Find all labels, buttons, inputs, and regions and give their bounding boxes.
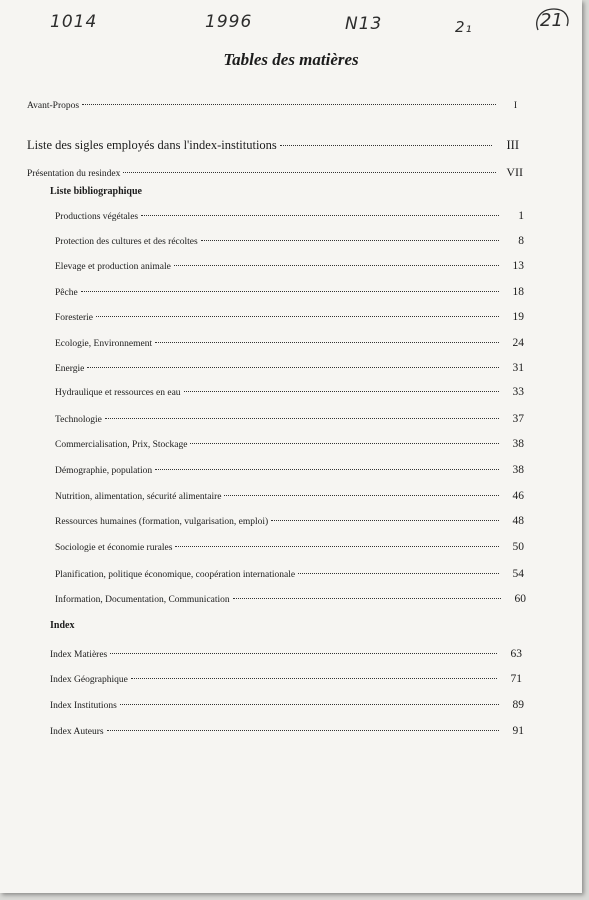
toc-entry-liste-sigles xyxy=(27,138,519,153)
toc-entry-biblio xyxy=(55,490,524,502)
toc-entry-label: Commercialisation, Prix, Stockage xyxy=(55,440,188,450)
toc-entry-label: Elevage et production animale xyxy=(55,262,171,272)
toc-entry-page: 46 xyxy=(512,490,524,502)
toc-entry-label: Index Institutions xyxy=(50,701,117,711)
toc-entry-biblio xyxy=(55,286,524,298)
toc-entry-label: Information, Documentation, Communication xyxy=(55,595,230,605)
toc-entry-index xyxy=(50,673,522,685)
toc-entry-biblio xyxy=(55,464,524,476)
handwritten-code: 1014 xyxy=(50,12,98,32)
dot-leader xyxy=(280,145,492,146)
toc-entry-label: Ressources humaines (formation, vulgarisation, emploi) xyxy=(55,517,269,527)
dot-leader xyxy=(107,730,499,731)
toc-entry-label: Pêche xyxy=(55,288,78,298)
toc-entry-biblio xyxy=(55,438,524,450)
toc-entry-biblio xyxy=(55,311,524,323)
toc-entry-biblio xyxy=(55,593,526,605)
dot-leader xyxy=(82,104,496,105)
toc-entry-page: 50 xyxy=(512,541,524,553)
toc-entry-biblio xyxy=(55,362,524,374)
toc-entry-biblio xyxy=(55,210,524,222)
toc-entry-biblio xyxy=(55,541,524,553)
toc-entry-label: Planification, politique économique, coopération internationale xyxy=(55,570,296,580)
toc-entry-label: Nutrition, alimentation, sécurité alimentaire xyxy=(55,492,222,502)
page-title: Tables des matières xyxy=(223,50,359,69)
toc-entry-label: Index Géographique xyxy=(50,675,128,685)
toc-entry-biblio xyxy=(55,386,524,398)
toc-entry-page: 71 xyxy=(510,673,522,685)
dot-leader xyxy=(81,291,499,292)
toc-entry-label: Ecologie, Environnement xyxy=(55,339,153,349)
toc-entry-label: Avant-Propos xyxy=(27,101,80,111)
toc-entry-label: Productions végétales xyxy=(55,212,139,222)
toc-entry-page: 19 xyxy=(512,311,524,323)
handwritten-year: 1996 xyxy=(205,12,253,32)
toc-entry-biblio xyxy=(55,515,524,527)
toc-entry-page: 18 xyxy=(512,286,524,298)
toc-entry-index xyxy=(50,725,524,737)
dot-leader xyxy=(201,240,499,241)
toc-entry-page: 33 xyxy=(512,386,524,398)
toc-entry-page: 48 xyxy=(512,515,524,527)
dot-leader xyxy=(155,469,499,470)
toc-entry-label: Sociologie et économie rurales xyxy=(55,543,173,553)
toc-entry-page: 38 xyxy=(512,464,524,476)
toc-entry-page: 89 xyxy=(512,699,524,711)
toc-entry-page: 38 xyxy=(512,438,524,450)
dot-leader xyxy=(184,391,499,392)
toc-entry-avant-propos xyxy=(27,101,517,111)
toc-entry-label: Démographie, population xyxy=(55,466,153,476)
toc-entry-page: 1 xyxy=(518,210,524,222)
dot-leader xyxy=(298,573,499,574)
dot-leader xyxy=(271,520,499,521)
dot-leader xyxy=(233,598,501,599)
dot-leader xyxy=(141,215,499,216)
toc-entry-biblio xyxy=(55,413,524,425)
toc-entry-biblio xyxy=(55,568,524,580)
dot-leader xyxy=(224,495,499,496)
dot-leader xyxy=(96,316,499,317)
handwritten-page-label: 21 xyxy=(540,10,563,31)
toc-entry-label: Hydraulique et ressources en eau xyxy=(55,388,181,398)
dot-leader xyxy=(131,678,497,679)
dot-leader xyxy=(155,342,499,343)
toc-entry-label: Technologie xyxy=(55,415,102,425)
toc-entry-page: 31 xyxy=(512,362,524,374)
toc-entry-page: 54 xyxy=(512,568,524,580)
toc-entry-page: 24 xyxy=(512,337,524,349)
dot-leader xyxy=(190,443,499,444)
toc-entry-page: 13 xyxy=(512,260,524,272)
handwritten-page-number xyxy=(532,6,572,36)
toc-entry-label: Energie xyxy=(55,364,85,374)
toc-entry-label: Présentation du resindex xyxy=(27,169,121,179)
toc-entry-label: Liste des sigles employés dans l'index-institutions xyxy=(27,138,277,152)
toc-entry-label: Foresterie xyxy=(55,313,93,323)
toc-entry-page: 37 xyxy=(512,413,524,425)
toc-entry-page: 91 xyxy=(512,725,524,737)
toc-entry-label: Index Matières xyxy=(50,650,108,660)
toc-entry-index xyxy=(50,699,524,711)
toc-entry-index xyxy=(50,648,522,660)
toc-entry-page: III xyxy=(506,138,519,152)
toc-entry-page: 60 xyxy=(514,593,526,605)
toc-entry-biblio xyxy=(55,337,524,349)
dot-leader xyxy=(174,265,499,266)
handwritten-number: N13 xyxy=(345,14,383,34)
dot-leader xyxy=(175,546,499,547)
dot-leader xyxy=(87,367,499,368)
dot-leader xyxy=(123,172,496,173)
dot-leader xyxy=(120,704,499,705)
toc-entry-page: 8 xyxy=(518,235,524,247)
toc-entry-page: I xyxy=(513,101,517,111)
toc-entry-page: VII xyxy=(506,165,523,179)
section-heading-biblio: Liste bibliographique xyxy=(50,186,142,197)
toc-entry-label: Protection des cultures et des récoltes xyxy=(55,237,198,247)
dot-leader xyxy=(105,418,499,419)
dot-leader xyxy=(110,653,497,654)
section-heading-index: Index xyxy=(50,620,75,631)
toc-entry-page: 63 xyxy=(510,648,522,660)
handwritten-mark: 2₁ xyxy=(455,18,473,36)
toc-entry-presentation xyxy=(27,165,523,180)
toc-entry-biblio xyxy=(55,235,524,247)
toc-entry-biblio xyxy=(55,260,524,272)
toc-entry-label: Index Auteurs xyxy=(50,727,104,737)
